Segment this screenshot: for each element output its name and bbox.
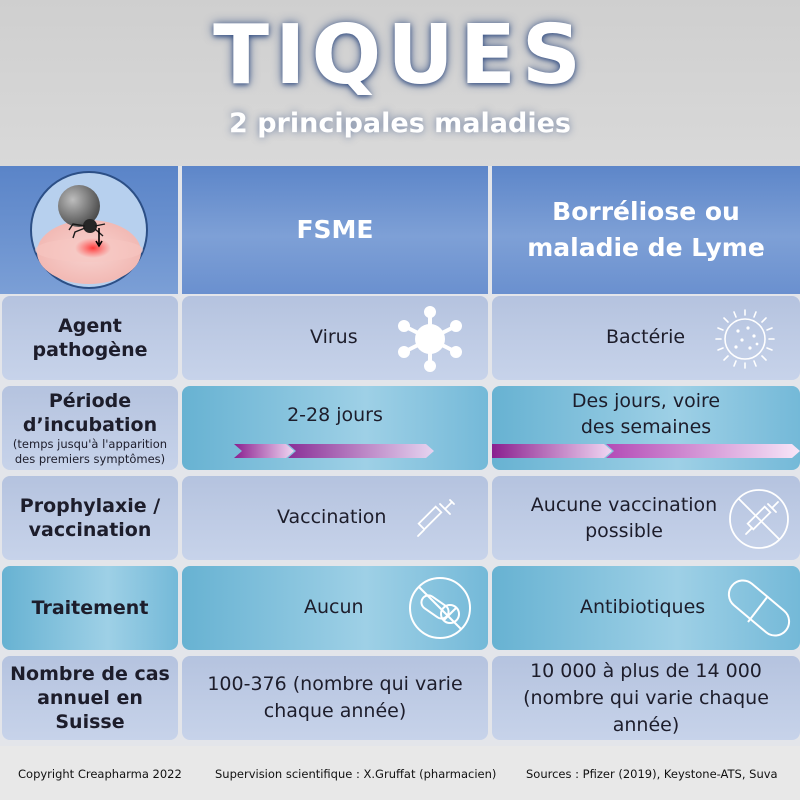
row-label-incubation: Période d’incubation (temps jusqu'à l'apparition des premiers symptômes) [2, 386, 178, 470]
page-title: TIQUES [213, 8, 587, 103]
capsule-icon [718, 570, 798, 646]
column-header-lyme: Borréliose ou maladie de Lyme [492, 166, 800, 294]
cell-traitement-lyme: Antibiotiques [492, 566, 800, 650]
header [0, 0, 800, 166]
cell-traitement-fsme: Aucun [182, 566, 488, 650]
copyright-text: Copyright Creapharma 2022 [18, 767, 182, 781]
cell-cas-fsme: 100-376 (nombre qui varie chaque année) [182, 656, 488, 740]
row-label-cas: Nombre de cas annuel en Suisse [2, 656, 178, 740]
cell-cas-lyme: 10 000 à plus de 14 000 (nombre qui varie chaque année) [492, 656, 800, 740]
row-label-traitement: Traitement [2, 566, 178, 650]
footer [0, 746, 800, 800]
page-subtitle: 2 principales maladies [229, 108, 571, 139]
bacteria-icon [712, 306, 778, 372]
tick-illustration-icon [27, 168, 151, 292]
cell-prophylaxie-fsme: Vaccination [182, 476, 488, 560]
cell-agent-fsme: Virus [182, 296, 488, 380]
row-label-agent: Agent pathogène [2, 296, 178, 380]
tick-image-cell [0, 166, 178, 294]
column-header-fsme: FSME [182, 166, 488, 294]
no-pills-icon [406, 574, 474, 642]
supervision-text: Supervision scientifique : X.Gruffat (pharmacien) [215, 767, 497, 781]
cell-prophylaxie-lyme: Aucune vaccination possible [492, 476, 800, 560]
row-label-prophylaxie: Prophylaxie / vaccination [2, 476, 178, 560]
duration-arrows-fsme [234, 442, 434, 460]
cell-incubation-lyme: Des jours, voire des semaines [492, 386, 800, 470]
cell-agent-lyme: Bactérie [492, 296, 800, 380]
virus-icon [394, 306, 466, 372]
cell-incubation-fsme: 2-28 jours [182, 386, 488, 470]
no-syringe-icon [726, 486, 792, 552]
syringe-icon [410, 496, 458, 544]
duration-arrows-lyme [492, 442, 800, 460]
sources-text: Sources : Pfizer (2019), Keystone-ATS, Suva [526, 767, 778, 781]
